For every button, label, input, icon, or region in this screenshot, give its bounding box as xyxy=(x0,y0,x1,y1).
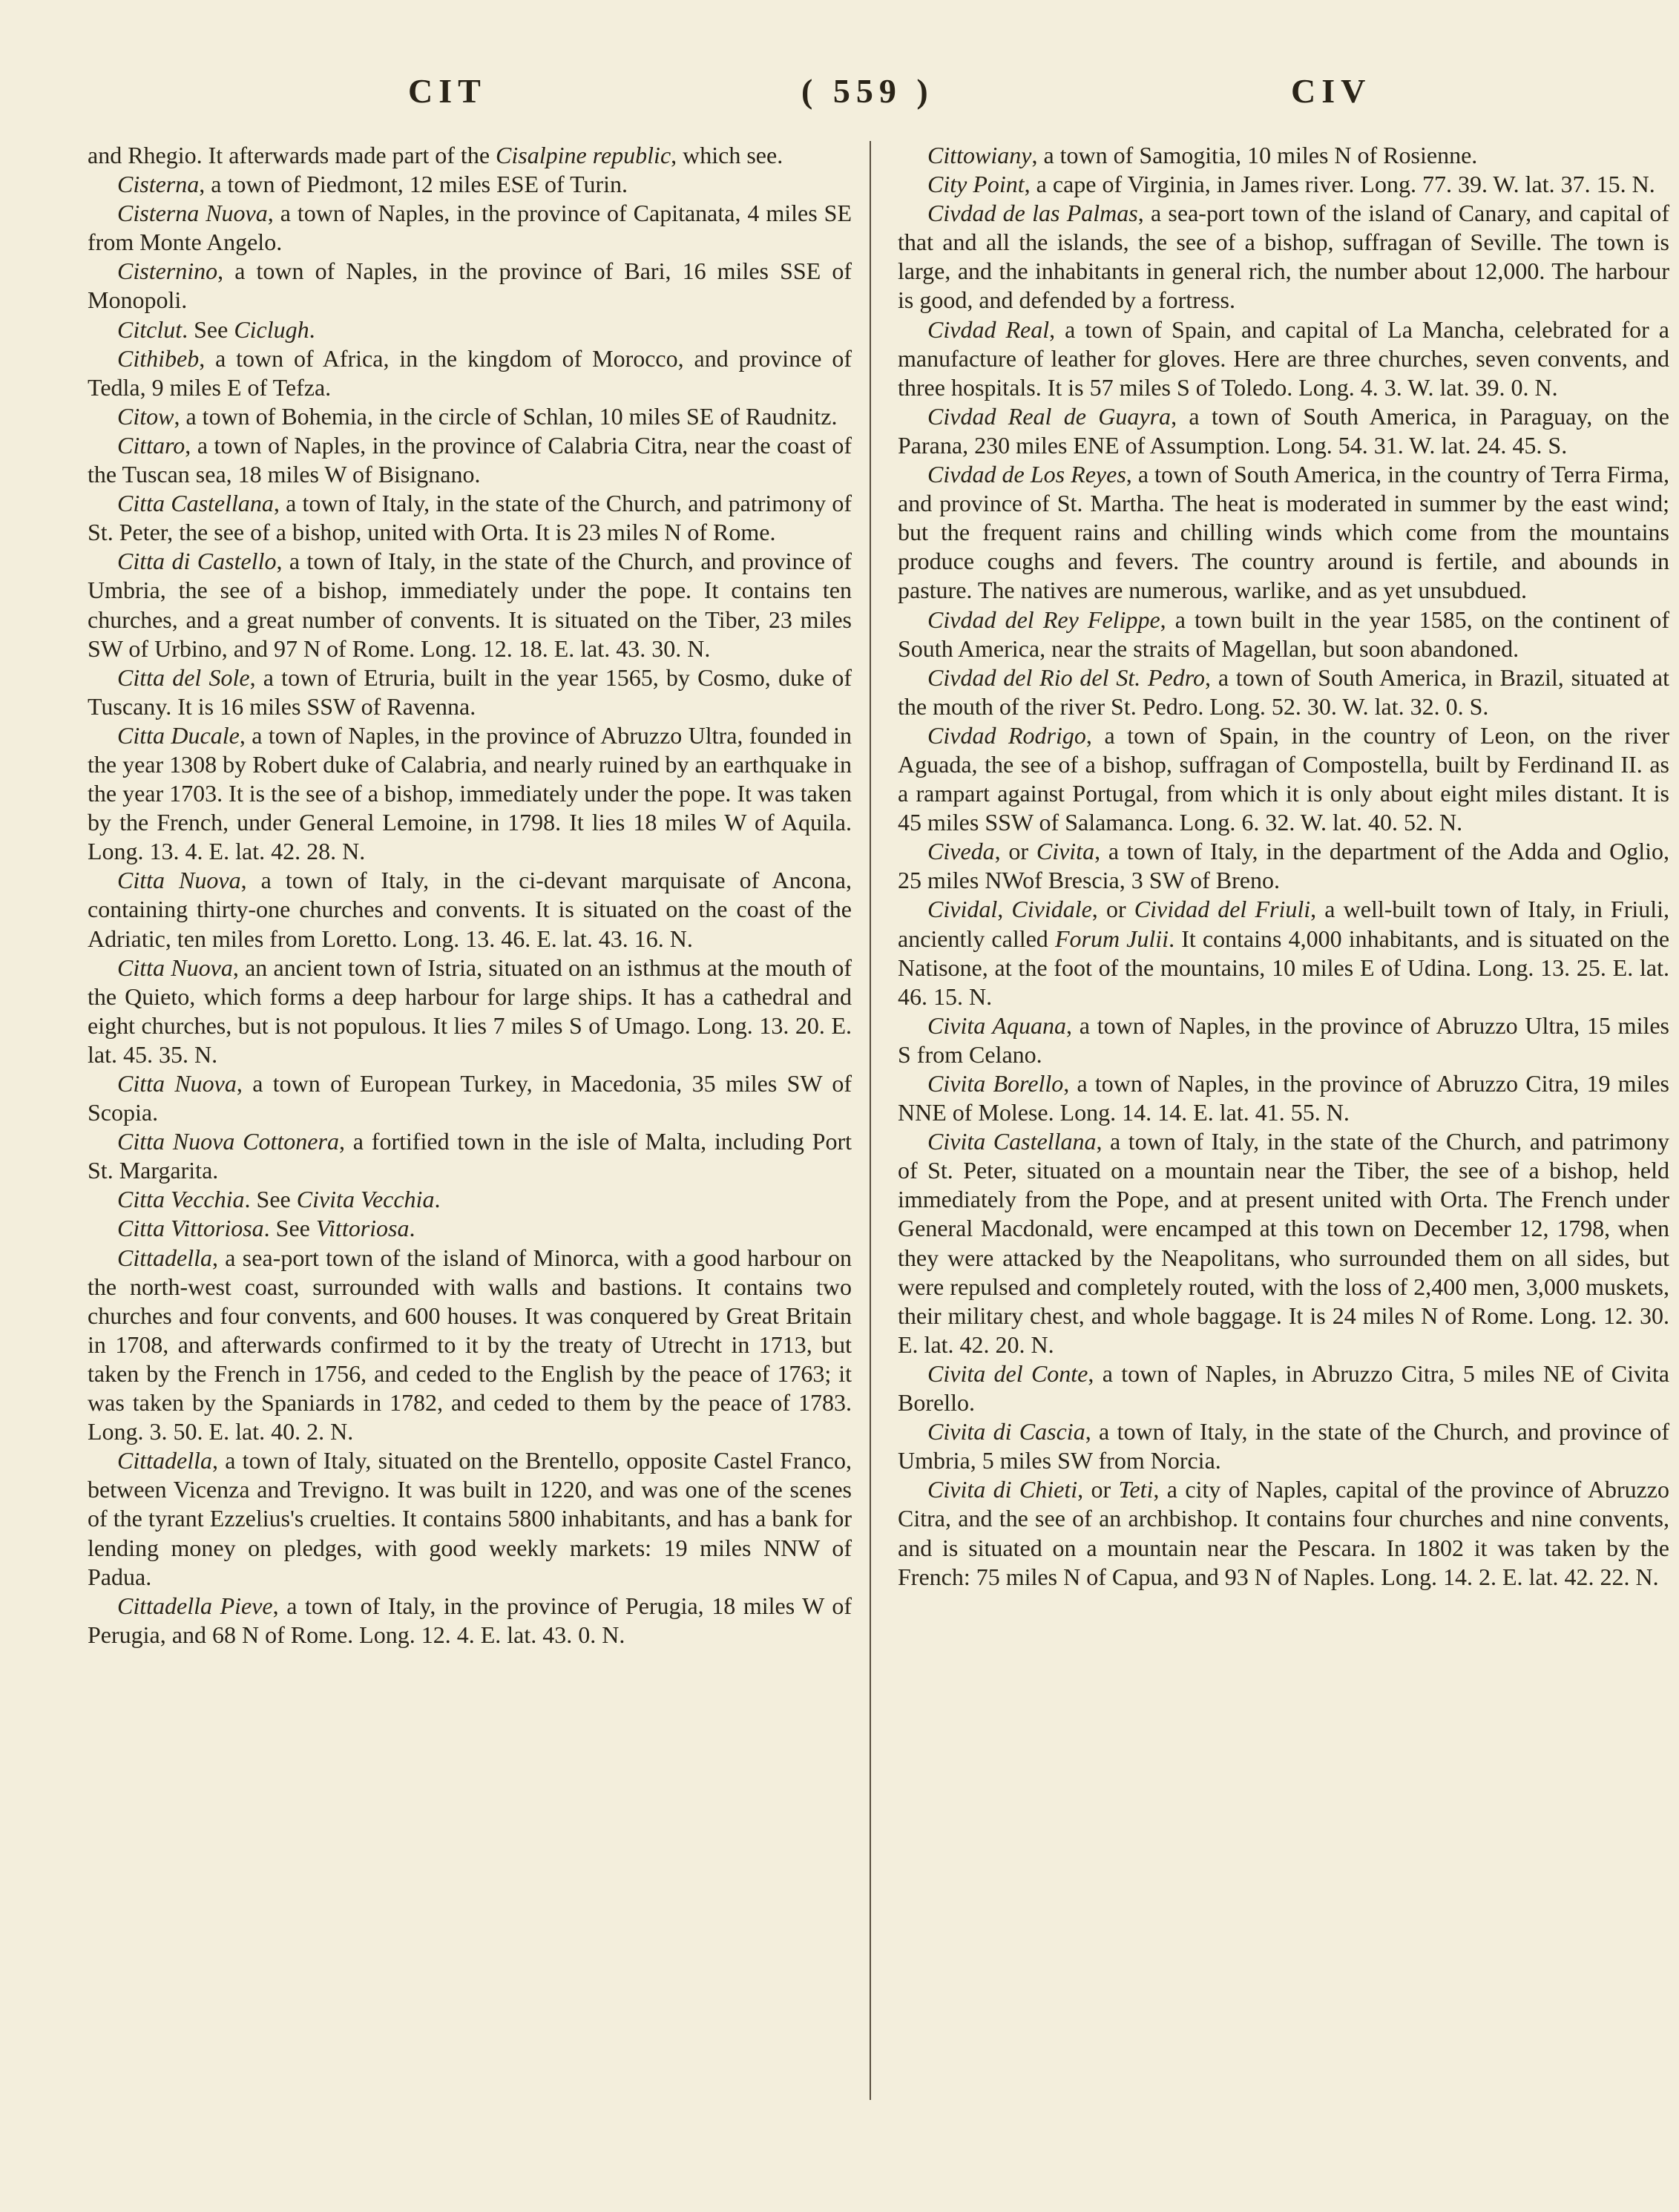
entry-headword: City Point xyxy=(927,171,1025,198)
gazetteer-entry xyxy=(88,431,852,489)
entry-headword: Cividal xyxy=(927,896,998,923)
entry-headword: Civdad de Los Reyes xyxy=(927,461,1126,488)
gazetteer-entry xyxy=(898,1359,1669,1417)
entry-text: , a town of Italy, in the province of Perugia, 18 miles W of Perugia, and 68 N of Rome. Long. 12. 4. E. lat. 43. 0. N. xyxy=(88,1592,852,1648)
entry-text: , or xyxy=(1077,1476,1119,1503)
entry-text: and Rhegio. It afterwards made part of the xyxy=(88,142,496,168)
entry-headword: Civdad Real xyxy=(927,315,1050,343)
page-header xyxy=(89,71,1595,123)
entry-text: , a town of Africa, in the kingdom of Morocco, and province of Tedla, 9 miles E of Tefza. xyxy=(88,344,852,401)
entry-headword: Cittowiany xyxy=(927,142,1032,168)
entry-headword: Cividad del Friuli xyxy=(1134,896,1311,923)
gazetteer-entry xyxy=(898,141,1669,170)
gazetteer-entry xyxy=(88,344,852,402)
entry-headword: Civita di Chieti xyxy=(927,1476,1078,1503)
entry-text: , a town of Naples, in the province of Capitanata, 4 miles SE from Monte Angelo. xyxy=(88,200,852,256)
entry-text: . xyxy=(409,1215,415,1242)
entry-text: , a town of Piedmont, 12 miles ESE of Turin. xyxy=(199,171,628,198)
entry-text: , a well-built town of Italy, in Friuli, anciently called xyxy=(898,896,1670,952)
gazetteer-entry xyxy=(898,460,1669,605)
entry-text: , a town of Spain, in the country of Leon, on the river Aguada, the see of a bishop, suffragan of Compostella, built by Ferdinand II. as a rampart against Portugal, from which it is only about eight miles distant. It is 45 miles SSW of Salamanca. Long. 6. 32. W. lat. 40. 52. N. xyxy=(898,721,1670,836)
entry-text: , a town of Naples, in the province of Abruzzo Ultra, founded in the year 1308 by Robert duke of Calabria, and nearly ruined by an earthquake in the year 1703. It is the see of a bishop, immediately under the pope. It was taken by the French, under General Lemoine, in 1798. It lies 18 miles W of Aquila. Long. 13. 4. E. lat. 42. 28. N. xyxy=(88,721,852,865)
gazetteer-entry xyxy=(88,1592,852,1650)
gazetteer-entry xyxy=(898,1127,1669,1359)
entry-text: , a fortified town in the isle of Malta, including Port St. Margarita. xyxy=(88,1128,852,1184)
gazetteer-entry xyxy=(88,315,852,344)
entry-reference: Vittoriosa xyxy=(315,1215,410,1242)
entry-text: , a town built in the year 1585, on the continent of South America, near the straits of Magellan, but soon abandoned. xyxy=(898,605,1670,662)
entry-headword: Civita Castellana xyxy=(927,1128,1097,1155)
entry-headword: Civdad del Rey Felippe xyxy=(927,605,1160,633)
entry-text: , a town of Bohemia, in the circle of Schlan, 10 miles SE of Raudnitz. xyxy=(174,402,838,430)
gazetteer-entry xyxy=(88,1446,852,1591)
entry-text: . See xyxy=(244,1186,297,1213)
entry-headword: Cittadella xyxy=(117,1447,212,1474)
entry-text: . xyxy=(309,315,315,343)
gazetteer-entry xyxy=(898,837,1669,895)
entry-text: , or xyxy=(1091,896,1134,923)
entry-text: , a town of Italy, in the ci-devant marquisate of Ancona, containing thirty-one churches and convents. It is situated on the coast of the Adriatic, ten miles from Loretto. Long. 13. 46. E. lat. 43. 16. N. xyxy=(88,867,852,952)
entry-text: , an ancient town of Istria, situated on an isthmus at the mouth of the Quieto, which forms a deep harbour for large ships. It has a cathedral and eight churches, but is not populous. It lies 7 miles S of Umago. Long. 13. 20. E. lat. 45. 35. N. xyxy=(88,954,852,1068)
entry-text: , a town of Etruria, built in the year 1565, by Cosmo, duke of Tuscany. It is 16 miles SSW of Ravenna. xyxy=(88,663,852,720)
entry-headword: Civdad de las Palmas xyxy=(927,200,1138,227)
entry-text: , a town of Italy, in the state of the Church, and province of Umbria, the see of a bishop, immediately under the pope. It contains ten churches, and a great number of convents. It is situated on the Tiber, 23 miles SW of Urbino, and 97 N of Rome. Long. 12. 18. E. lat. 43. 30. N. xyxy=(88,548,852,662)
entry-reference: Civita Vecchia xyxy=(296,1186,435,1213)
gazetteer-entry xyxy=(88,1185,852,1214)
entry-headword: Civeda xyxy=(927,838,995,865)
entry-text: , a town of Italy, in the state of the Church, and patrimony of St. Peter, situated on a mountain near the Tiber, the see of a bishop, held immediately from the Pope, and at present united with Orta. The French under General Macdonald, were encamped at this town on December 12, 1798, when they were attacked by the Neapolitans, who surrounded them on all sides, but were repulsed and completely routed, with the loss of 2,400 men, 3,000 muskets, their military chest, and whole baggage. It is 24 miles N of Rome. Long. 12. 30. E. lat. 42. 20. N. xyxy=(898,1128,1670,1358)
entry-headword: Civita Borello xyxy=(927,1070,1064,1097)
entry-headword: Citta Nuova xyxy=(117,1070,237,1097)
gazetteer-entry xyxy=(88,1069,852,1127)
header-right: CIV xyxy=(1291,72,1372,110)
entry-text: , a town of Italy, situated on the Brentello, opposite Castel Franco, between Vicenza and Trevigno. It was built in 1220, and was one of the scenes of the tyrant Ezzelius's cruelties. It contains 5800 inhabitants, and has a bank for lending money on pledges, with good weekly markets: 19 miles NNW of Padua. xyxy=(88,1447,852,1590)
entry-text: , a town of South America, in Paraguay, on the Parana, 230 miles ENE of Assumption. Long. 54. 31. W. lat. 24. 45. S. xyxy=(898,402,1670,459)
entry-headword: Citta Vecchia xyxy=(117,1186,245,1213)
entry-headword: Cisternino xyxy=(117,257,218,285)
entry-headword: Cittadella Pieve xyxy=(117,1592,273,1619)
entry-headword: Civita del Conte xyxy=(927,1359,1088,1387)
left-column xyxy=(88,141,852,1650)
right-column xyxy=(898,141,1669,1592)
gazetteer-entry xyxy=(88,1214,852,1243)
entry-text: , a town of Naples, in the province of Abruzzo Ultra, 15 miles S from Celano. xyxy=(898,1011,1670,1068)
entry-headword: Citow xyxy=(117,402,174,430)
entry-text: , a sea-port town of the island of Canary, and capital of that and all the islands, the see of a bishop, suffragan of Seville. The town is large, and the inhabitants in general rich, the number about 12,000. The harbour is good, and defended by a fortress. xyxy=(898,200,1670,314)
entry-headword: Civdad Real de Guayra xyxy=(927,402,1172,430)
header-left: CIT xyxy=(408,72,487,110)
page-number: ( 559 ) xyxy=(801,72,934,110)
entry-headword: Civita di Cascia xyxy=(927,1418,1085,1445)
entry-text: , or xyxy=(994,838,1036,865)
gazetteer-entry xyxy=(88,257,852,315)
gazetteer-entry xyxy=(898,1011,1669,1069)
entry-reference: Forum Julii xyxy=(1054,925,1169,952)
entry-text: . See xyxy=(182,315,234,343)
entry-headword: Civdad del Rio del St. Pedro xyxy=(927,663,1206,691)
gazetteer-entry xyxy=(88,489,852,547)
entry-text: . xyxy=(434,1186,441,1213)
entry-headword: Citta Nuova xyxy=(117,954,233,981)
gazetteer-entry xyxy=(898,315,1669,402)
gazetteer-entry xyxy=(88,866,852,953)
gazetteer-entry xyxy=(88,141,852,170)
entry-headword: Cisalpine republic xyxy=(496,142,671,168)
gazetteer-entry xyxy=(88,1244,852,1447)
entry-text: , a sea-port town of the island of Minorca, with a good harbour on the north-west coast, surrounded with walls and bastions. It contains two churches and four convents, and 600 houses. It was conquered by Great Britain in 1708, and afterwards confirmed to it by the treaty of Utrecht in 1713, but taken by the French in 1756, and ceded to the English by the peace of 1763; it was taken by the Spaniards in 1782, and ceded to them by the peace of 1783. Long. 3. 50. E. lat. 40. 2. N. xyxy=(88,1244,852,1445)
gazetteer-entry xyxy=(898,1475,1669,1591)
gazetteer-entry xyxy=(88,663,852,721)
entry-headword: Citta Vittoriosa xyxy=(117,1215,264,1242)
entry-text: , a town of South America, in Brazil, situated at the mouth of the river St. Pedro. Long. 52. 30. W. lat. 32. 0. S. xyxy=(898,663,1670,720)
entry-text: , a town of Samogitia, 10 miles N of Rosienne. xyxy=(1031,142,1478,168)
entry-headword: Cisterna Nuova xyxy=(117,200,268,227)
entry-headword: Cividale xyxy=(1011,896,1092,923)
entry-reference: Ciclugh xyxy=(234,315,309,343)
column-divider xyxy=(870,141,871,2100)
entry-text: . It contains 4,000 inhabitants, and is situated on the Natisone, at the foot of the mountains, 10 miles E of Udina. Long. 13. 25. E. lat. 46. 15. N. xyxy=(898,925,1670,1010)
entry-headword: Citta Castellana xyxy=(117,490,274,517)
entry-headword: Cithibeb xyxy=(117,344,200,372)
entry-headword: Citta Nuova xyxy=(117,867,241,894)
gazetteer-entry xyxy=(88,721,852,866)
entry-text: , a town of Italy, in the state of the Church, and patrimony of St. Peter, the see of a bishop, united with Orta. It is 23 miles N of Rome. xyxy=(88,490,852,546)
gazetteer-entry xyxy=(88,954,852,1069)
entry-headword: Civita xyxy=(1036,838,1095,865)
entry-headword: Citclut xyxy=(117,315,183,343)
entry-text: , a town of South America, in the country of Terra Firma, and province of St. Martha. The heat is moderated in summer by the east wind; but the frequent rains and chilling winds which come from the mountains produce coughs and fevers. The country around is fertile, and abounds in pasture. The natives are numerous, warlike, and as yet unsubdued. xyxy=(898,461,1670,604)
gazetteer-entry xyxy=(88,1127,852,1185)
entry-text: , a town of European Turkey, in Macedonia, 35 miles SW of Scopia. xyxy=(88,1070,852,1126)
gazetteer-entry xyxy=(88,199,852,257)
gazetteer-entry xyxy=(898,663,1669,721)
entry-headword: Civita Aquana xyxy=(927,1011,1066,1039)
entry-headword: Civdad Rodrigo xyxy=(927,721,1086,749)
entry-text: , a city of Naples, capital of the province of Abruzzo Citra, and the see of an archbishop. It contains four churches and nine convents, and is situated on a mountain near the Pescara. In 1802 it was taken by the French: 75 miles N of Capua, and 93 N of Naples. Long. 14. 2. E. lat. 42. 22. N. xyxy=(898,1476,1670,1590)
gazetteer-entry xyxy=(898,170,1669,199)
gazetteer-entry xyxy=(88,547,852,663)
entry-headword: Citta Nuova Cottonera xyxy=(117,1128,339,1155)
entry-text: , a town of Naples, in the province of Abruzzo Citra, 19 miles NNE of Molese. Long. 14. 14. E. lat. 41. 55. N. xyxy=(898,1070,1670,1126)
entry-text: , which see. xyxy=(671,142,783,168)
entry-text: , xyxy=(997,896,1012,923)
gazetteer-entry xyxy=(898,1417,1669,1475)
gazetteer-entry xyxy=(898,721,1669,837)
entry-headword: Citta del Sole xyxy=(117,663,250,691)
gazetteer-entry xyxy=(898,402,1669,460)
gazetteer-entry xyxy=(898,895,1669,1011)
entry-headword: Cittadella xyxy=(117,1244,212,1271)
entry-headword: Teti xyxy=(1118,1476,1154,1503)
entry-text: . See xyxy=(263,1215,316,1242)
entry-text: , a town of Italy, in the department of the Adda and Oglio, 25 miles NWof Brescia, 3 SW of Breno. xyxy=(898,838,1670,894)
entry-headword: Cittaro xyxy=(117,431,185,459)
entry-text: , a town of Spain, and capital of La Mancha, celebrated for a manufacture of leather for gloves. Here are three churches, seven convents, and three hospitals. It is 57 miles S of Toledo. Long. 4. 3. W. lat. 39. 0. N. xyxy=(898,315,1670,401)
gazetteer-entry xyxy=(88,402,852,431)
gazetteer-entry xyxy=(898,199,1669,315)
entry-text: , a cape of Virginia, in James river. Long. 77. 39. W. lat. 37. 15. N. xyxy=(1024,171,1655,198)
entry-headword: Citta di Castello xyxy=(117,548,277,575)
entry-text: , a town of Naples, in the province of Bari, 16 miles SSE of Monopoli. xyxy=(88,257,852,314)
gazetteer-entry xyxy=(898,1069,1669,1127)
entry-text: , a town of Naples, in the province of Calabria Citra, near the coast of the Tuscan sea, 18 miles W of Bisignano. xyxy=(88,431,852,488)
gazetteer-entry xyxy=(88,170,852,199)
entry-headword: Cisterna xyxy=(117,171,200,198)
entry-headword: Citta Ducale xyxy=(117,721,240,749)
gazetteer-entry xyxy=(898,605,1669,663)
entry-text: , a town of Naples, in Abruzzo Citra, 5 miles NE of Civita Borello. xyxy=(898,1359,1670,1417)
entry-text: , a town of Italy, in the state of the Church, and province of Umbria, 5 miles SW from Norcia. xyxy=(898,1418,1670,1474)
